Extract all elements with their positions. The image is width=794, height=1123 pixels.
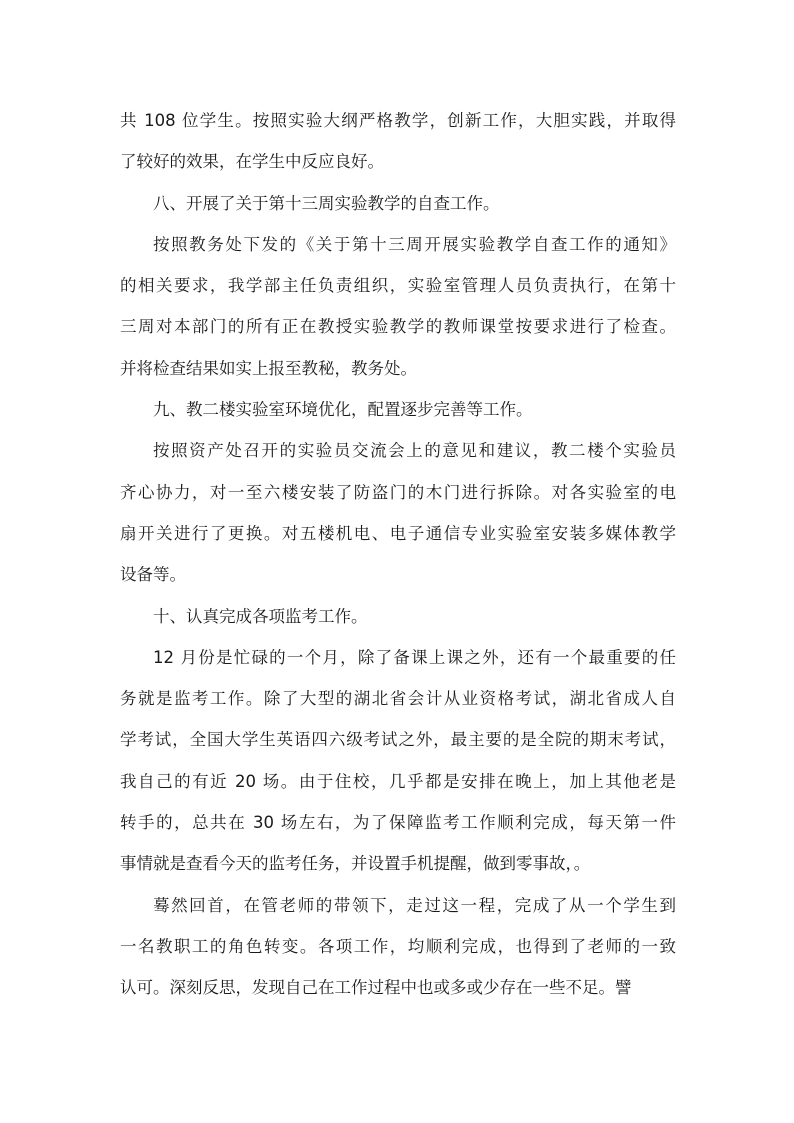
text-line: 学考试，全国大学生英语四六级考试之外，最主要的是全院的期末考试， — [120, 730, 676, 750]
text-line: 共 108 位学生。按照实验大纲严格教学，创新工作，大胆实践，并取得 — [120, 111, 676, 130]
section-heading — [120, 389, 676, 430]
text-line: 扇开关进行了更换。对五楼机电、电子通信专业实验室安装多媒体教学 — [120, 523, 676, 543]
text-line: 事情就是查看今天的监考任务，并设置手机提醒，做到零事故，。 — [120, 854, 591, 874]
text-line: 按照资产处召开的实验员交流会上的意见和建议，教二楼个实验员 — [153, 441, 676, 461]
document-body — [120, 100, 676, 1009]
text-line: 设备等。 — [120, 565, 186, 585]
text-line: 齐心协力，对一至六楼安装了防盗门的木门进行拆除。对各实验室的电 — [120, 482, 676, 502]
text-line: 蓦然回首，在管老师的带领下，走过这一程，完成了从一个学生到 — [153, 895, 676, 915]
body-paragraph — [120, 885, 676, 1009]
text-line: 转手的，总共在 30 场左右，为了保障监考工作顺利完成，每天第一件 — [120, 813, 676, 833]
text-line: 认可。深刻反思，发现自己在工作过程中也或多或少存在一些不足。譬 — [120, 978, 632, 998]
body-paragraph — [120, 224, 676, 389]
text-line: 三周对本部门的所有正在教授实验教学的教师课堂按要求进行了检查。 — [120, 317, 676, 337]
section-heading — [120, 596, 676, 637]
text-line: 12 月份是忙碌的一个月，除了备课上课之外，还有一个最重要的任 — [153, 647, 676, 667]
text-line: 务就是监考工作。除了大型的湖北省会计从业资格考试，湖北省成人自 — [120, 689, 676, 709]
text-line: 我自己的有近 20 场。由于住校，几乎都是安排在晚上，加上其他老是 — [120, 771, 676, 791]
section-heading — [120, 183, 676, 224]
text-line: 按照教务处下发的《关于第十三周开展实验教学自查工作的通知》 — [153, 234, 676, 254]
body-paragraph — [120, 100, 676, 183]
text-line: 九、教二楼实验室环境优化，配置逐步完善等工作。 — [153, 400, 533, 420]
text-line: 并将检查结果如实上报至教秘，教务处。 — [120, 358, 417, 378]
text-line: 了较好的效果，在学生中反应良好。 — [120, 152, 384, 172]
text-line: 的相关要求，我学部主任负责组织，实验室管理人员负责执行，在第十 — [120, 276, 676, 296]
text-line: 一名教职工的角色转变。各项工作，均顺利完成，也得到了老师的一致 — [120, 936, 676, 956]
text-line: 八、开展了关于第十三周实验教学的自查工作。 — [153, 193, 500, 213]
text-line: 十、认真完成各项监考工作。 — [153, 606, 368, 626]
body-paragraph — [120, 637, 676, 885]
body-paragraph — [120, 430, 676, 595]
